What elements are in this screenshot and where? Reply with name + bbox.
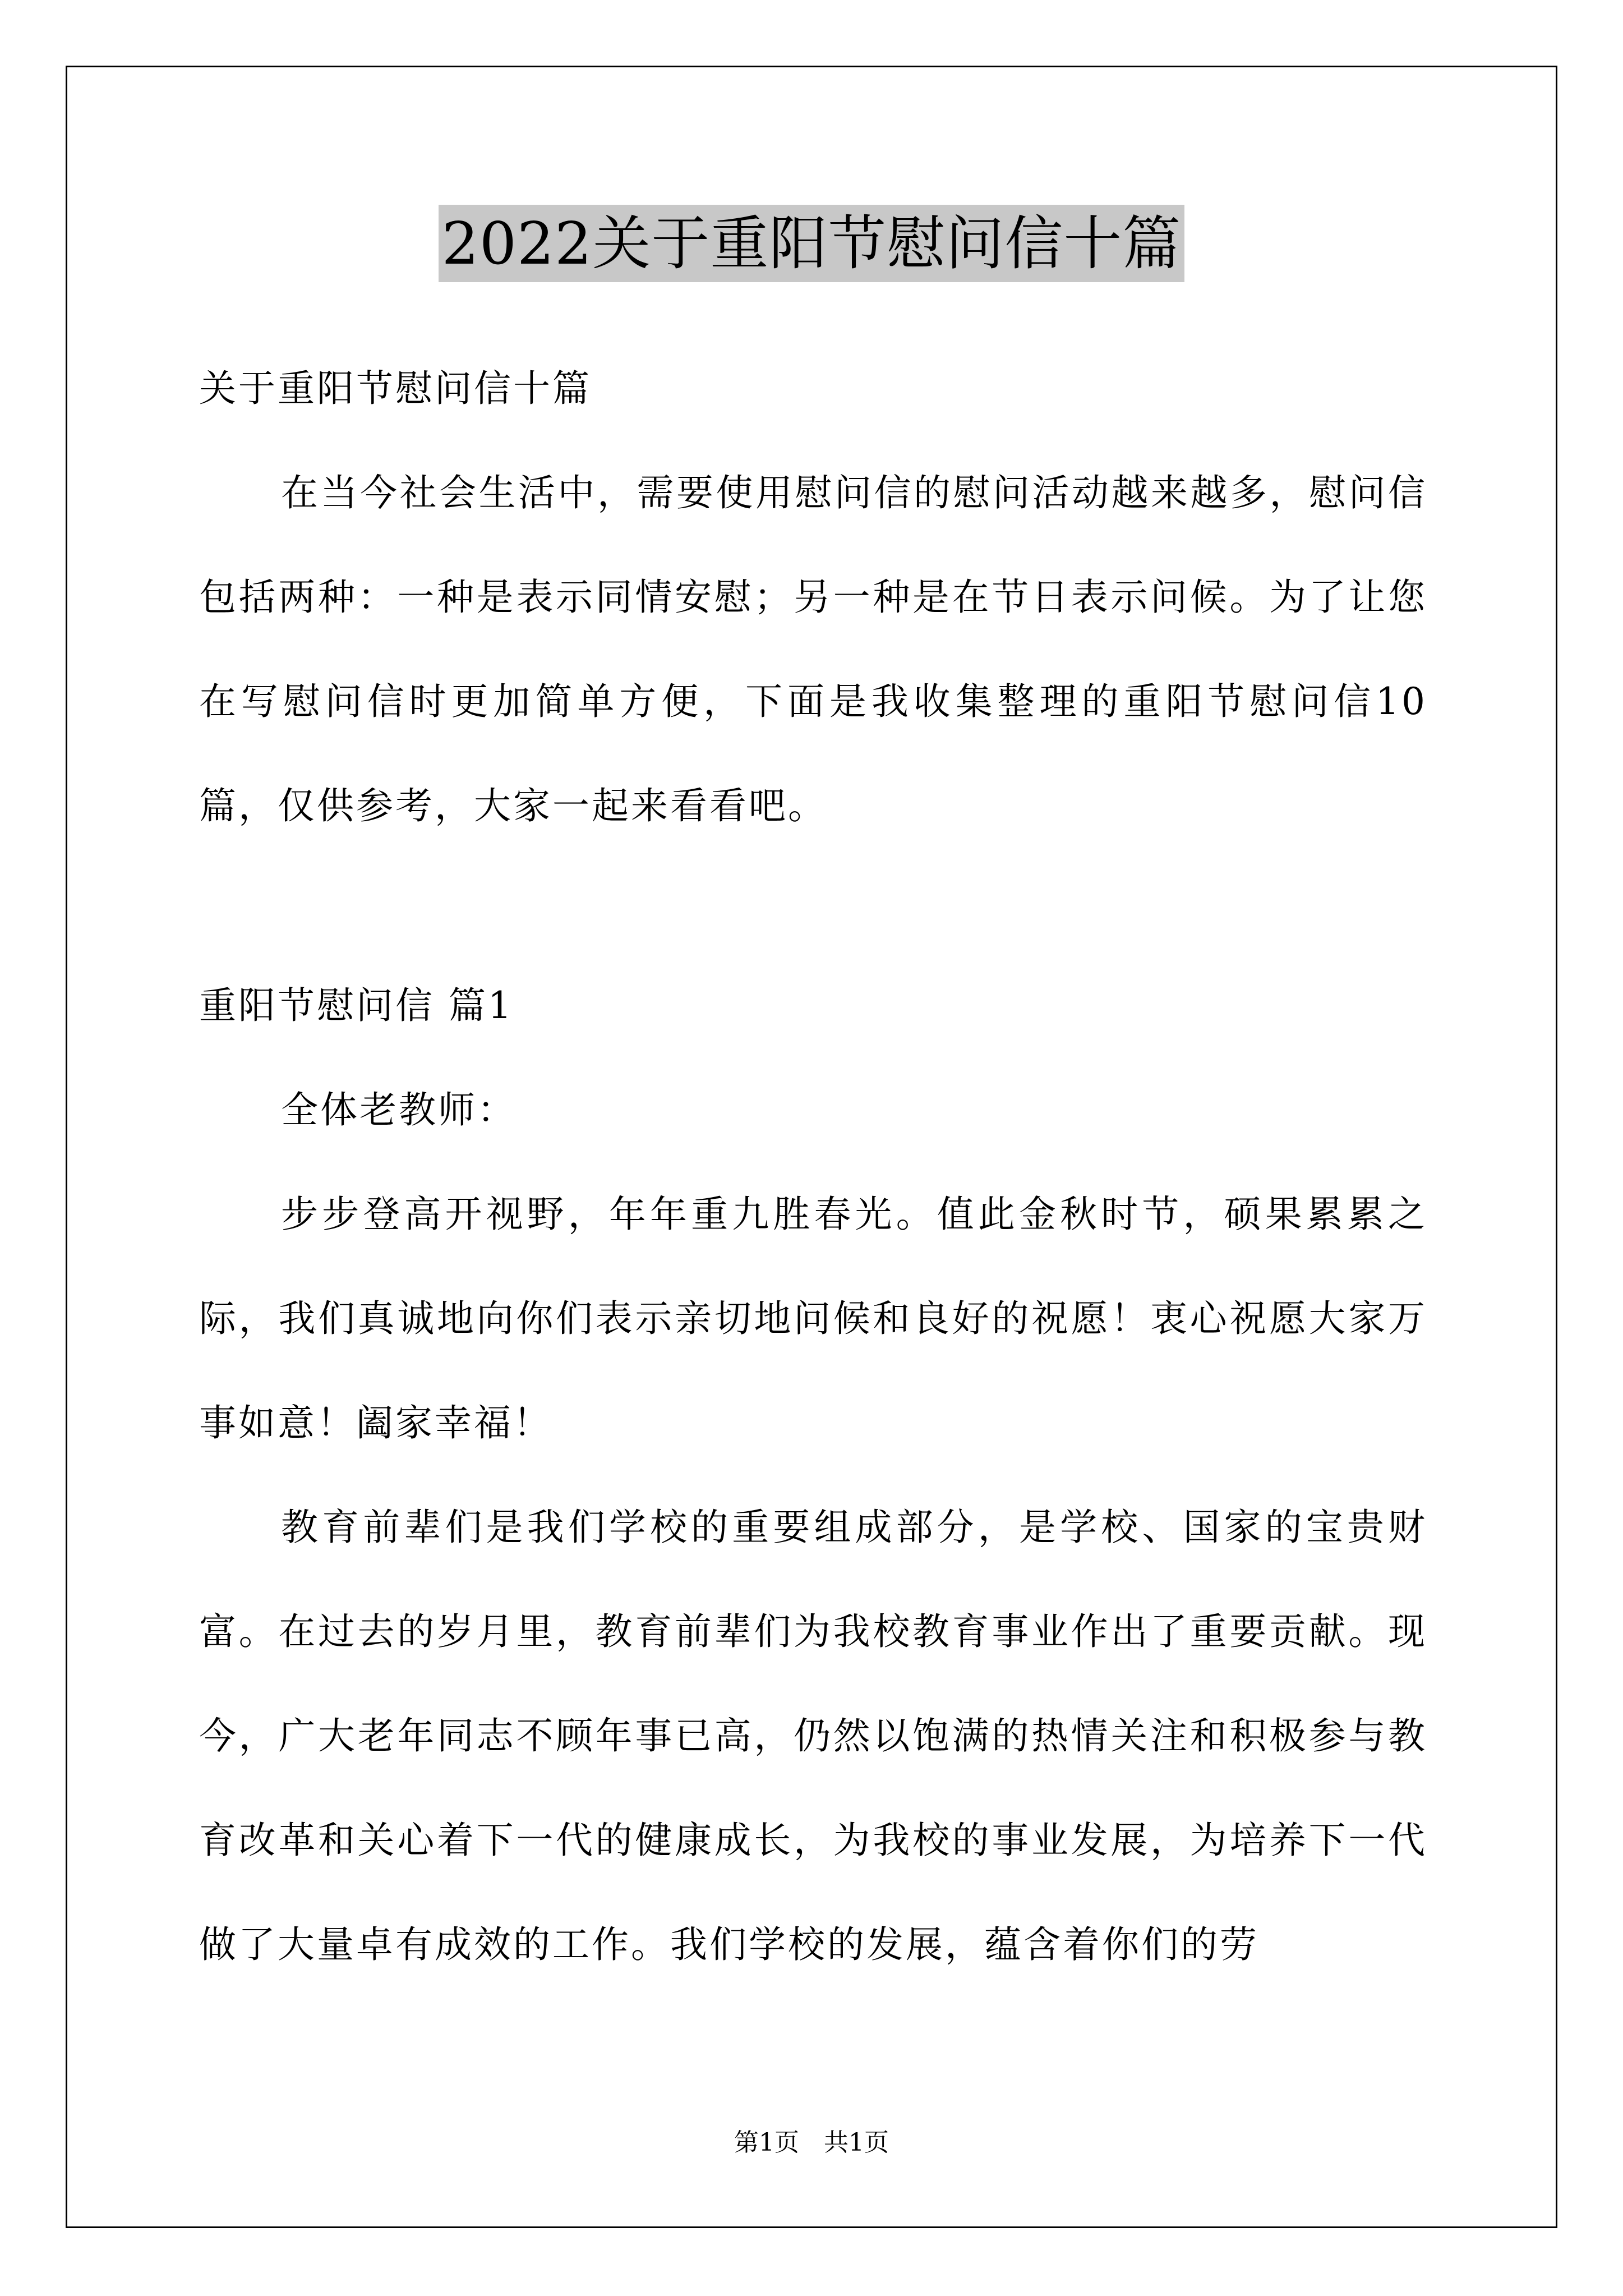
page-total: 共1页 <box>824 2128 889 2157</box>
intro-paragraph: 在当今社会生活中，需要使用慰问信的慰问活动越来越多，慰问信包括两种：一种是表示同情安慰；另一种是在节日表示问候。为了让您在写慰问信时更加简单方便，下面是我收集整理的重阳节慰问信10篇，仅供参考，大家一起来看看吧。 <box>199 471 1427 827</box>
document-subtitle: 关于重阳节慰问信十篇 <box>199 367 592 410</box>
document-title: 2022关于重阳节慰问信十篇 <box>439 205 1185 282</box>
section-spacer <box>199 858 1427 954</box>
body-paragraph: 步步登高开视野，年年重九胜春光。值此金秋时节，硕果累累之际，我们真诚地向你们表示亲切地问候和良好的祝愿！衷心祝愿大家万事如意！阖家幸福！ <box>199 1193 1427 1444</box>
salutation: 全体老教师： <box>281 1088 517 1131</box>
page-footer <box>0 2126 1623 2160</box>
body-paragraph: 教育前辈们是我们学校的重要组成部分，是学校、国家的宝贵财富。在过去的岁月里，教育前辈们为我校教育事业作出了重要贡献。现今，广大老年同志不顾年事已高，仍然以饱满的热情关注和积极参与教育改革和关心着下一代的健康成长，为我校的事业发展，为培养下一代做了大量卓有成效的工作。我们学校的发展，蕴含着你们的劳 <box>199 1506 1427 1966</box>
document-body <box>199 337 1427 1997</box>
section-heading: 重阳节慰问信 篇1 <box>199 984 514 1027</box>
page-number: 第1页 <box>734 2128 799 2157</box>
title-container <box>0 205 1623 282</box>
